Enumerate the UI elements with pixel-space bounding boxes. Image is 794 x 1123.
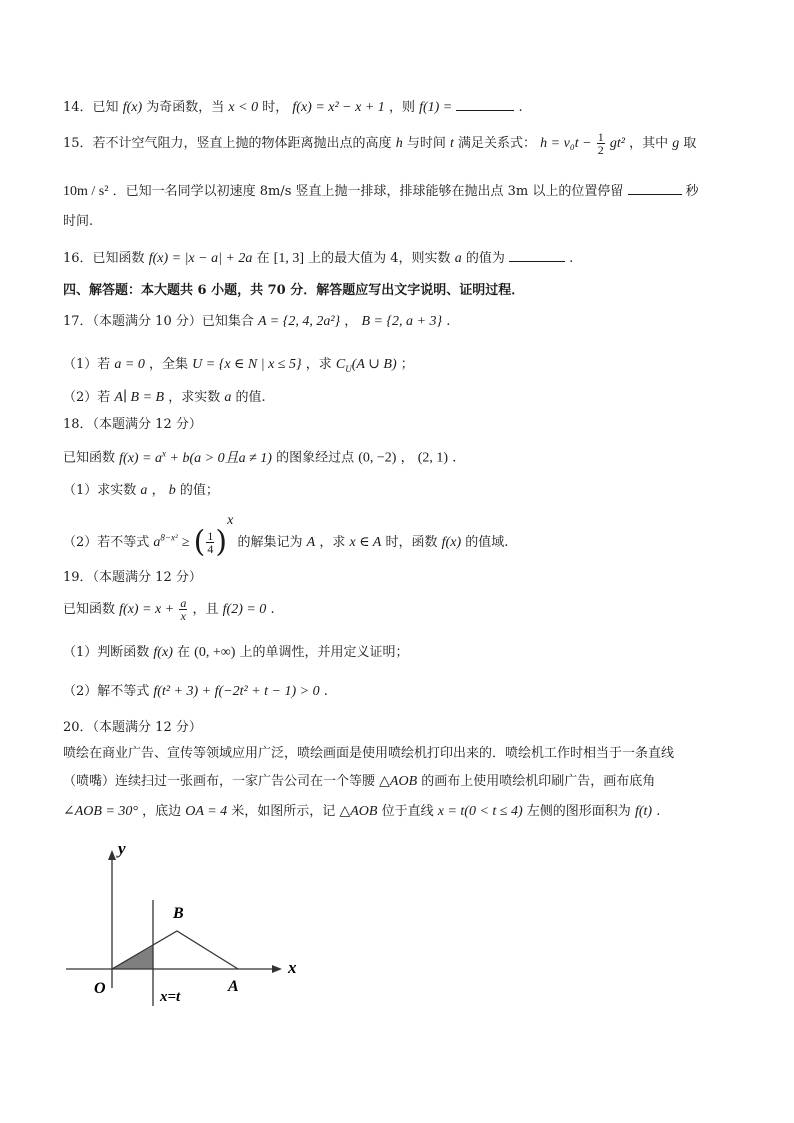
section-4-heading: 四、解答题：本大题共 6 小题，共 70 分．解答题应写出文字说明、证明过程．	[63, 283, 525, 298]
label-y: y	[118, 839, 126, 858]
question-19-part1: （1）判断函数 f(x) 在 (0, +∞) 上的单调性，并用定义证明；	[63, 645, 409, 660]
question-19-part2: （2）解不等式 f(t² + 3) + f(−2t² + t − 1) > 0 .	[63, 684, 328, 699]
q14-f: f(x)	[122, 100, 143, 115]
q19-fraction: $\frac{a}{x}$	[180, 596, 187, 623]
question-20-head: 20．（本题满分 12 分）	[63, 720, 202, 735]
label-a: A	[228, 978, 239, 995]
question-19: 已知函数 f(x) = x + $\frac{a}{x}$ ，且 f(2) = 0 .	[63, 596, 275, 623]
question-15-line3: 时间.	[63, 214, 94, 229]
question-18-part2: （2）若不等式 $a^{8-x^2}$ ≥ ( $\frac{1}{4}$ )$^x$ 的解集记为 A ，求 x ∈ A 时，函数 f(x) 的值域.	[63, 513, 509, 560]
x-axis-arrow	[272, 965, 282, 973]
question-17-part2: （2）若 A∣ B = B ，求实数 a 的值.	[63, 390, 266, 405]
question-14: 14．已知 f(x) 为奇函数，当 x < 0 时， f(x) = x² − x + 1 ，则 f(1) = .	[63, 100, 523, 115]
question-16: 16．已知函数 f(x) = |x − a| + 2a 在 [1, 3] 上的最大值为 4，则实数 a 的值为 .	[63, 251, 574, 266]
question-20-line2: （喷嘴）连续扫过一张画布，一家广告公司在一个等腰 △AOB 的画布上使用喷绘机印刷广告，画布底角	[63, 774, 656, 789]
label-x-equals-t: x=t	[160, 989, 181, 1005]
question-17-part1: （1）若 a = 0 ，全集 U = {x ∈ N | x ≤ 5} ，求 $C_U(A$ ∪ B) ；	[63, 357, 414, 374]
label-x: x	[288, 958, 297, 977]
answer-blank-14[interactable]	[456, 98, 514, 111]
label-o: O	[94, 980, 106, 997]
question-18-part1: （1）求实数 a ， b 的值；	[63, 483, 219, 498]
q18-fraction: $\frac{1}{4}$	[207, 529, 214, 556]
question-18: 已知函数 $f(x) = a^x + b(a > 0$且a ≠ 1) 的图象经过点 (0, −2) ， (2, 1) .	[63, 448, 457, 466]
question-20-line3: ∠AOB = 30° ，底边 OA = 4 米，如图所示，记 △AOB 位于直线 x = t(0 < t ≤ 4) 左侧的图形面积为 f(t) .	[63, 804, 661, 819]
question-18-head: 18．（本题满分 12 分）	[63, 417, 202, 432]
question-20-line1: 喷绘在商业广告、宣传等领域应用广泛，喷绘画面是使用喷绘机打印出来的．喷绘机工作时相当于一条直线	[63, 746, 675, 761]
y-axis-arrow	[108, 850, 116, 860]
triangle-figure	[60, 838, 320, 1008]
label-b: B	[173, 905, 184, 922]
question-17: 17．（本题满分 10 分）已知集合 A = {2, 4, 2a²} ， B = {2, a + 3} .	[63, 314, 451, 329]
answer-blank-15[interactable]	[628, 182, 682, 195]
question-15: 15．若不计空气阻力，竖直上抛的物体距离抛出点的高度 h 与时间 t 满足关系式： h = v₀t − $\frac{1}{2}$ gt² ，其中 g 取	[63, 130, 697, 157]
question-19-head: 19．（本题满分 12 分）	[63, 570, 202, 585]
answer-blank-16[interactable]	[509, 249, 565, 262]
q15-fraction: $\frac{1}{2}$	[597, 130, 604, 157]
question-15-line2: 10m / s² ．已知一名同学以初速度 8m/s 竖直上抛一排球，排球能够在抛出点 3m 以上的位置停留 秒	[63, 184, 699, 199]
